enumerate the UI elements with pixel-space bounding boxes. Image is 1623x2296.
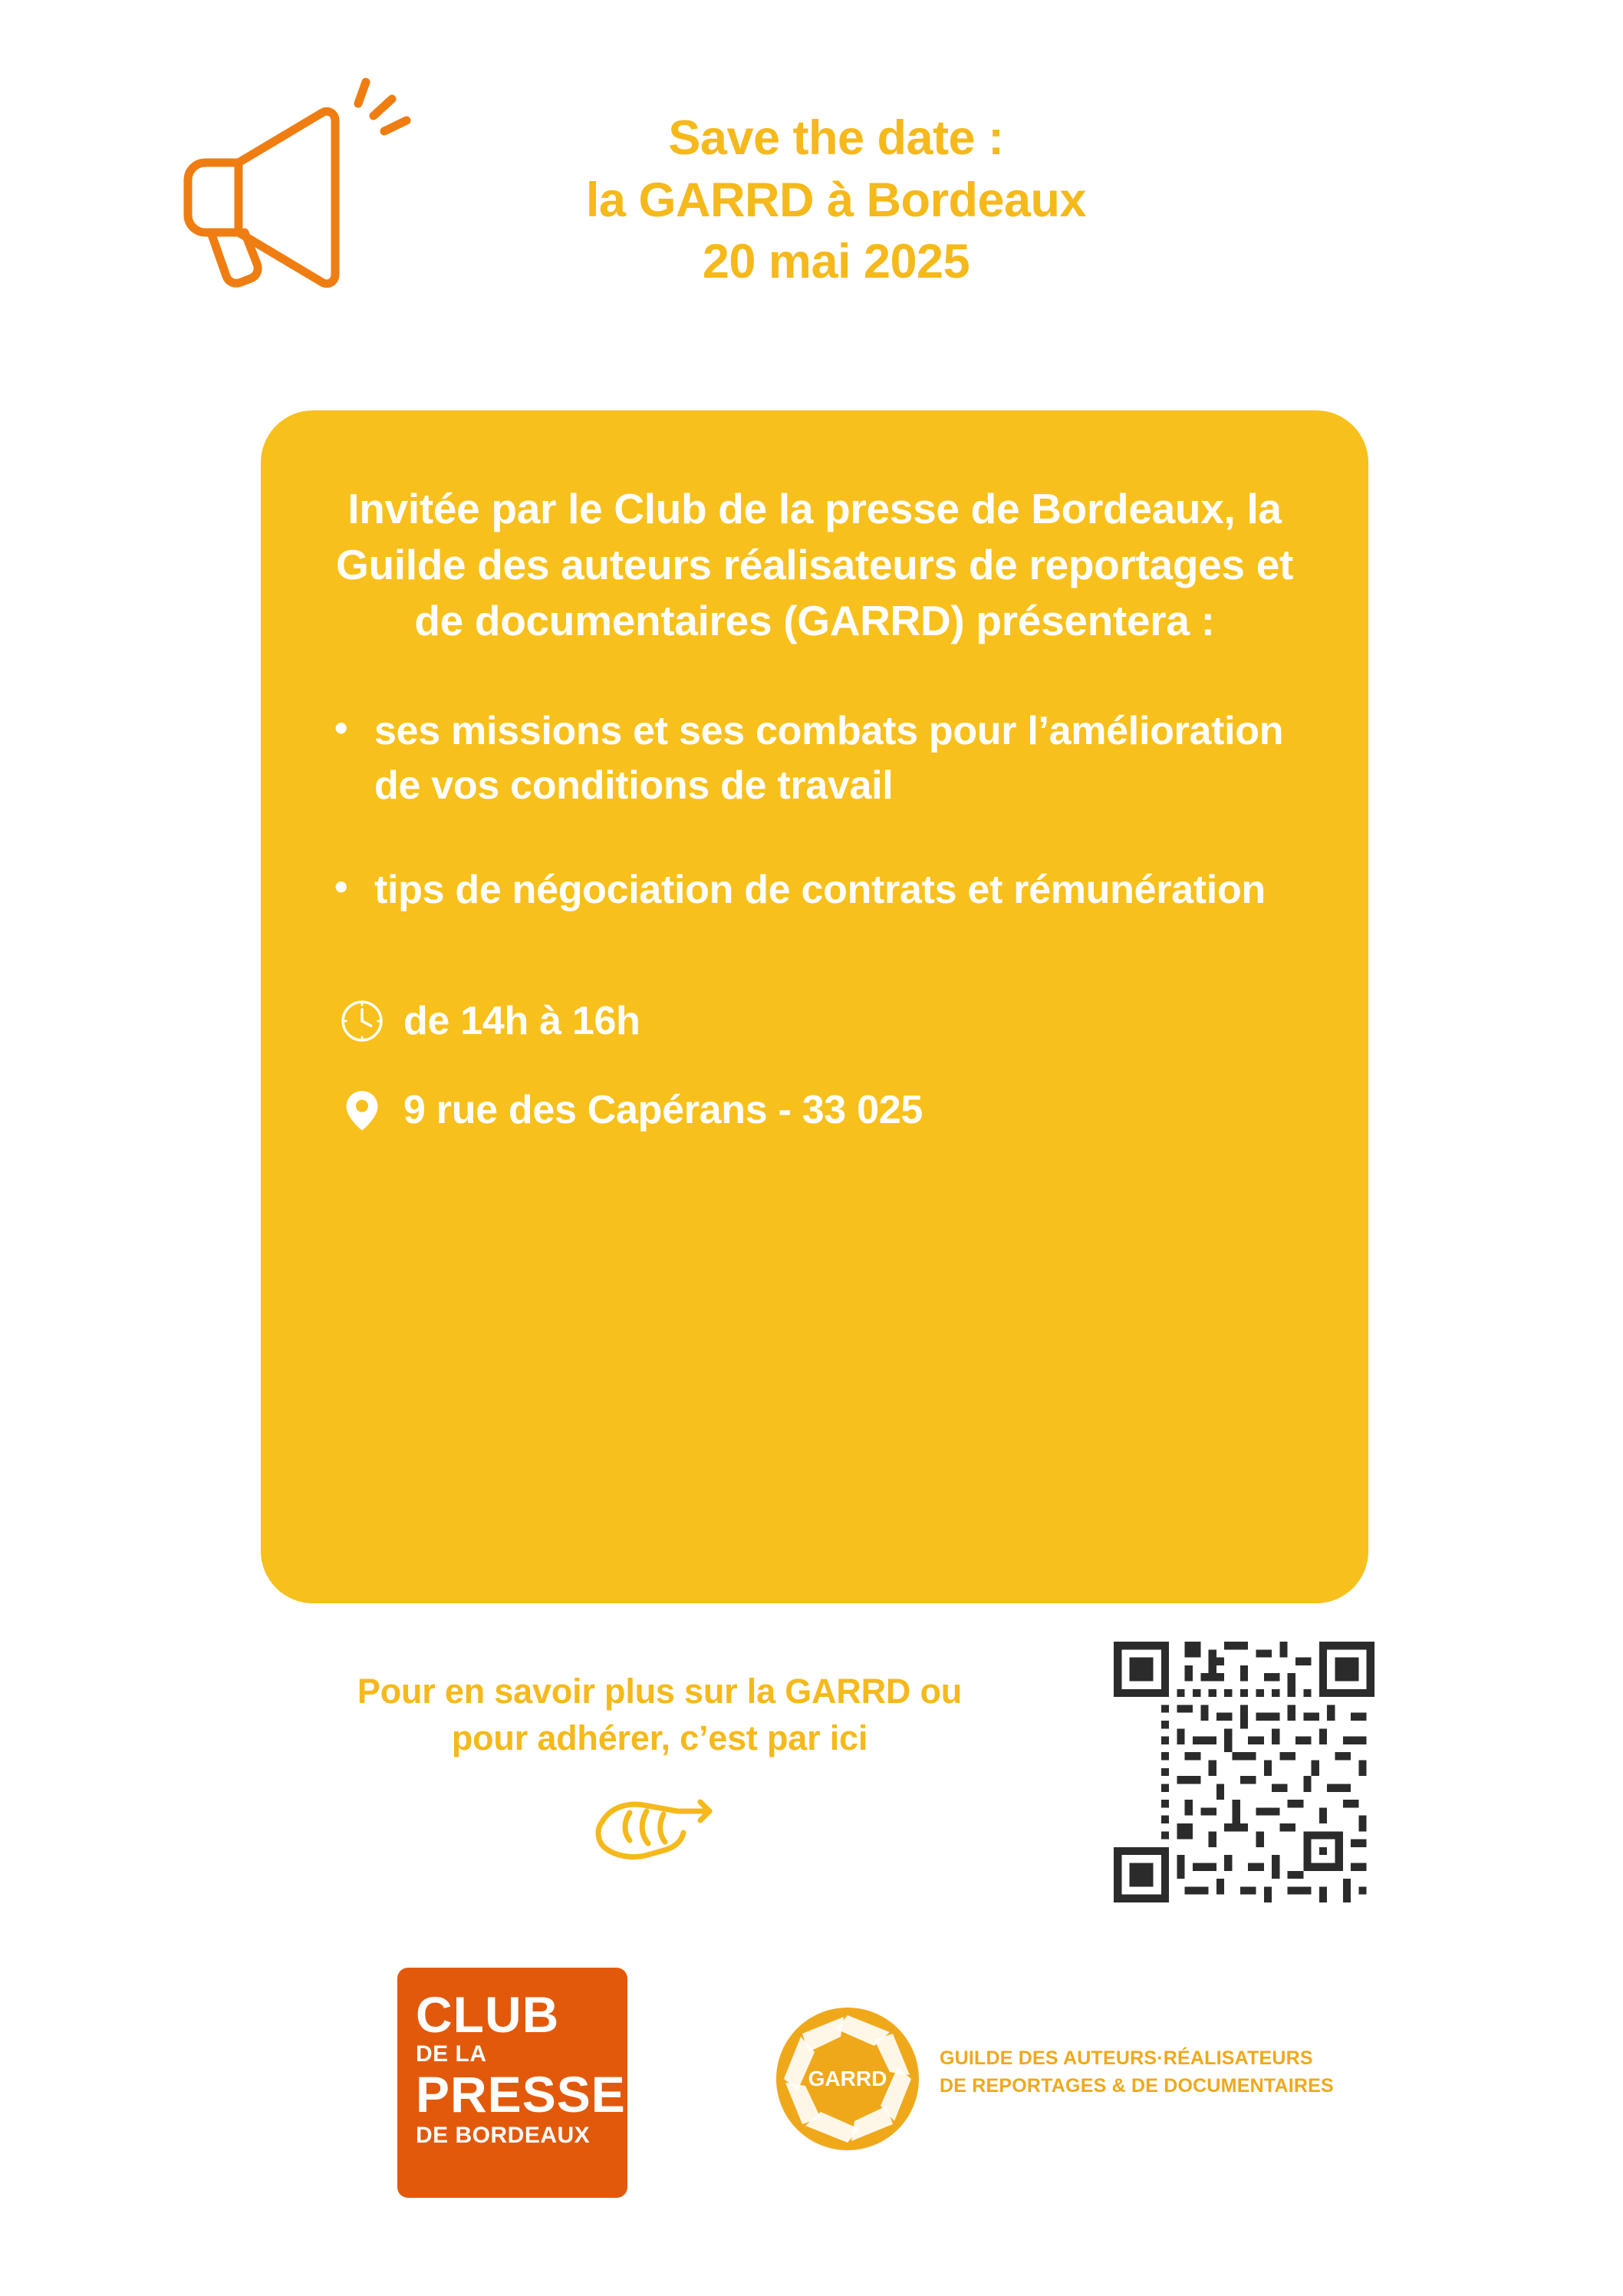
garrd-logo-text xyxy=(940,2044,1334,2100)
garrd-text-line-1: GUILDE DES AUTEURS·RÉALISATEURS xyxy=(940,2047,1313,2069)
event-time-row xyxy=(321,993,1309,1049)
list-item: • ses missions et ses combats pour l’amélioration de vos conditions de travail xyxy=(321,704,1309,812)
title-line-2: la GARRD à Bordeaux xyxy=(585,173,1087,227)
cta-text xyxy=(253,1668,1066,1762)
bullet-list xyxy=(321,704,1309,917)
club-logo-line-2: DE LA xyxy=(416,2041,487,2067)
clock-icon xyxy=(334,993,390,1049)
club-de-la-presse-logo xyxy=(397,1968,627,2198)
cta-block xyxy=(253,1668,1066,1874)
garrd-text-line-2: DE REPORTAGES & DE DOCUMENTAIRES xyxy=(940,2075,1334,2097)
qr-code[interactable] xyxy=(1114,1642,1374,1902)
event-time-text: de 14h à 16h xyxy=(403,998,640,1043)
page-title xyxy=(430,107,1243,293)
club-logo-line-3: PRESSE xyxy=(416,2066,626,2123)
location-pin-icon xyxy=(334,1082,390,1138)
info-card xyxy=(261,410,1368,1603)
footer-logos xyxy=(0,1960,1623,2236)
header xyxy=(0,0,1623,361)
garrd-mark-label: GARRD xyxy=(808,2067,887,2090)
garrd-logo-mark xyxy=(775,2006,920,2152)
title-line-1: Save the date : xyxy=(668,111,1004,165)
cta-line-1: Pour en savoir plus sur la GARRD ou xyxy=(357,1672,963,1711)
card-intro-text: Invitée par le Club de la presse de Bordeaux, la Guilde des auteurs réalisateurs de reportages et de documentaires (GARRD) présentera : xyxy=(335,485,1294,645)
club-logo-line-1: CLUB xyxy=(416,1986,560,2043)
club-logo-line-4: DE BORDEAUX xyxy=(416,2122,591,2148)
event-details xyxy=(321,993,1309,1138)
event-location-text: 9 rue des Capérans - 33 025 xyxy=(403,1087,923,1132)
title-line-3: 20 mai 2025 xyxy=(702,235,970,289)
list-item: • tips de négociation de contrats et rémunération xyxy=(321,863,1309,917)
cta-line-2: pour adhérer, c’est par ici xyxy=(451,1718,868,1757)
megaphone-icon xyxy=(165,58,418,288)
event-location-row xyxy=(321,1082,1309,1138)
pointing-hand-icon xyxy=(587,1782,732,1874)
